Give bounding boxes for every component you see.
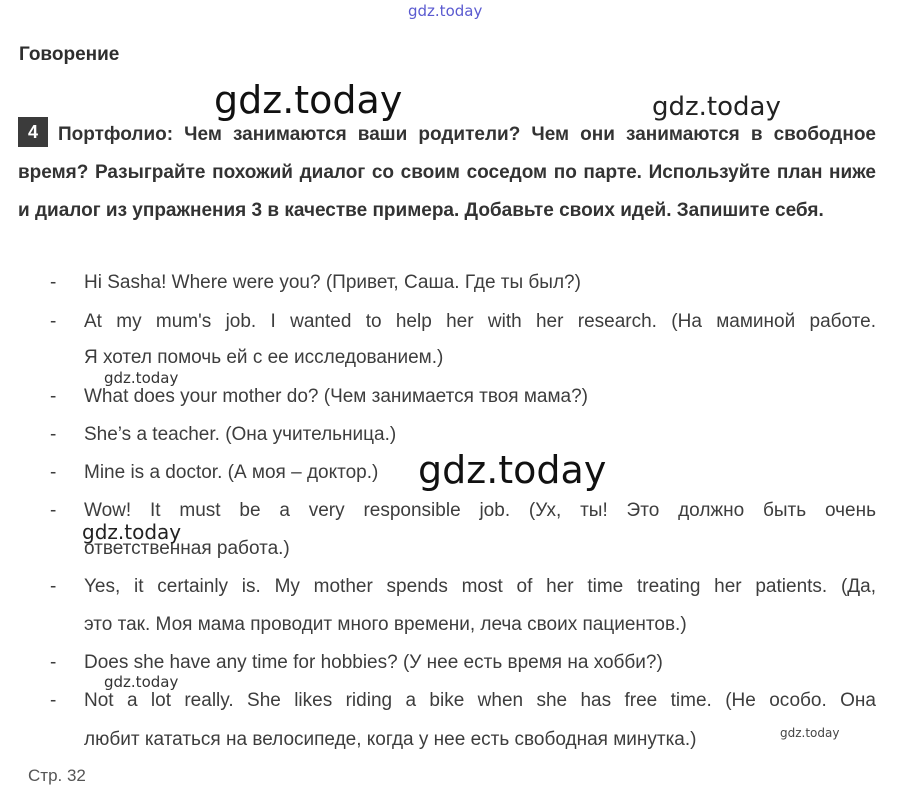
dash-bullet: - <box>50 424 57 445</box>
watermark-small: gdz.today <box>104 673 179 691</box>
task-number-badge: 4 <box>18 117 48 147</box>
watermark-medium: gdz.today <box>82 520 182 544</box>
dialog-line: Yes, it certainly is. My mother spends most of her time treating her patients. (Да, <box>84 576 876 597</box>
watermark-large: gdz.today <box>214 78 403 122</box>
watermark-top: gdz.today <box>408 2 483 20</box>
dash-bullet: - <box>50 386 57 407</box>
dialog-line: Not a lot really. She likes riding a bike when she has free time. (Не особо. Она <box>84 690 876 711</box>
dash-bullet: - <box>50 272 57 293</box>
dialog-line-continued: это так. Моя мама проводит много времени, леча своих пациентов.) <box>84 614 687 635</box>
dialog-line-continued: любит кататься на велосипеде, когда у нее есть свободная минутка.) <box>84 729 697 750</box>
dialog-line: Hi Sasha! Where were you? (Привет, Саша. Где ты был?) <box>84 272 581 293</box>
dialog-line: What does your mother do? (Чем занимается твоя мама?) <box>84 386 589 407</box>
dialog-line: Does she have any time for hobbies? (У нее есть время на хобби?) <box>84 652 663 673</box>
page-footer: Стр. 32 <box>28 766 86 785</box>
watermark-tiny: gdz.today <box>780 726 840 740</box>
task-text: Портфолио: Чем занимаются ваши родители? Чем они занимаются в свободное время? Разыграйте похожий диалог со своим соседом по парте. Используйте план ниже и диалог из упражнения 3 в качестве примера. Добавьте своих идей. Запишите себя. <box>18 124 876 221</box>
task-block <box>18 116 876 230</box>
watermark-small: gdz.today <box>104 369 179 387</box>
dialog-line-continued: ответственная работа.) <box>84 538 290 559</box>
dash-bullet: - <box>50 690 57 711</box>
dialog-line: At my mum's job. I wanted to help her with her research. (На маминой работе. <box>84 311 876 332</box>
dialog-line: Mine is a doctor. (А моя – доктор.) <box>84 462 379 483</box>
dialog-line: She’s a teacher. (Она учительница.) <box>84 424 397 445</box>
watermark-right: gdz.today <box>652 92 781 122</box>
dash-bullet: - <box>50 462 57 483</box>
watermark-center: gdz.today <box>418 448 607 492</box>
dash-bullet: - <box>50 500 57 521</box>
dash-bullet: - <box>50 652 57 673</box>
section-title: Говорение <box>19 44 120 65</box>
dash-bullet: - <box>50 576 57 597</box>
dialog-line: Wow! It must be a very responsible job. (Ух, ты! Это должно быть очень <box>84 500 876 521</box>
dialog-line-continued: Я хотел помочь ей с ее исследованием.) <box>84 347 444 368</box>
dash-bullet: - <box>50 311 57 332</box>
